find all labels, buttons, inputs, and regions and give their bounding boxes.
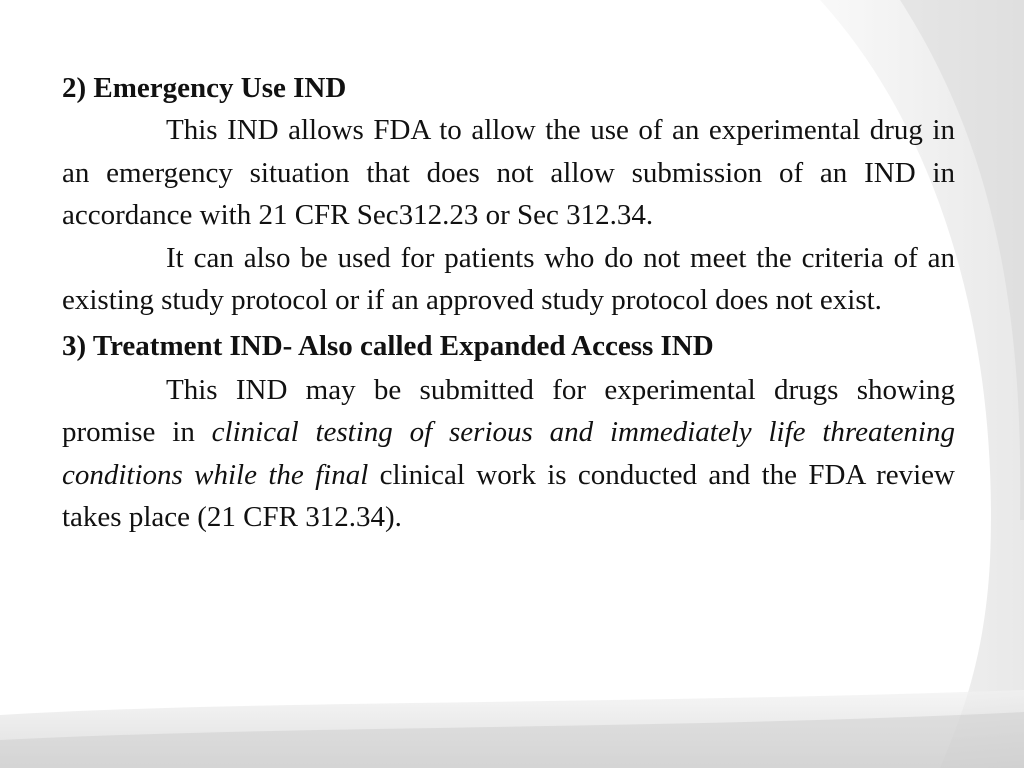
paragraph: This IND allows FDA to allow the use of an experimental drug in an emergency situation that does not allow submission of an IND in accordance with 21 CFR Sec312.23 or Sec 312.34. [62, 114, 955, 231]
section-emergency-use [62, 68, 955, 322]
paragraph-text: clinical work is conducted and the FDA review takes place (21 CFR 312.34). [62, 458, 955, 533]
slide-content [62, 68, 955, 539]
paragraph-text: This IND may be submitted for experimental drugs showing promise in [62, 373, 955, 448]
paragraph [62, 369, 955, 539]
paragraph: It can also be used for patients who do not meet the criteria of an existing study protocol or if an approved study protocol does not exist. [62, 241, 955, 316]
italic-text: clinical testing of serious and immediately life threatening conditions while the final [62, 416, 955, 491]
section-heading: 3) Treatment IND- Also called Expanded Access IND [62, 329, 714, 362]
section-heading: 2) Emergency Use IND [62, 72, 347, 104]
section-treatment-ind [62, 326, 955, 539]
